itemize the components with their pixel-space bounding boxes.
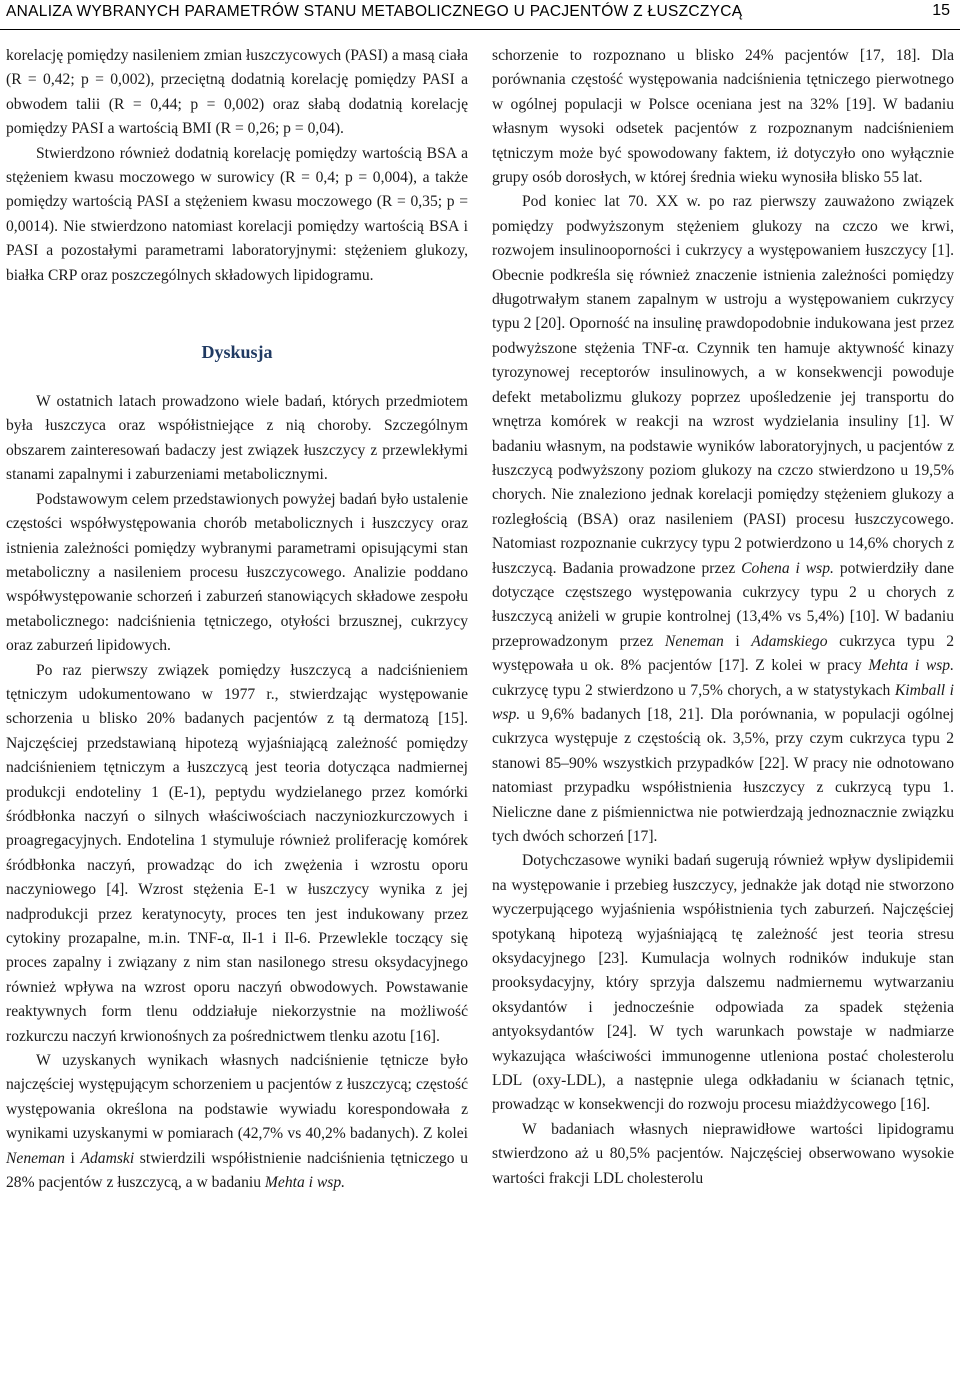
text-run: stwierdzili współistnienie nadciśnienia tętniczego u 28% pacjentów z łuszczycą, a w badaniu <box>6 1149 468 1192</box>
text-run: potwierdziły dane dotyczące częstszego występowania cukrzycy typu 2 u chorych z łuszczycą aniżeli w grupie kontrolnej (13,4% vs 5,4%) [10]. W badaniu przeprowadzonym przez <box>492 559 954 650</box>
left-column <box>6 44 468 1195</box>
paragraph-correlations-pasi: korelację pomiędzy nasileniem zmian łuszczycowych (PASI) a masą ciała (R = 0,42; p = 0,002), przeciętną dodatnią korelację pomiędzy PASI a obwodem talii (R = 0,44; p = 0,002) oraz słabą dodatnią korelację pomiędzy PASI a wartością BMI (R = 0,26; p = 0,04). <box>6 47 468 138</box>
paragraph-own-results-hypertension <box>6 1049 468 1195</box>
text-run: W uzyskanych wynikach własnych nadciśnienie tętnicze było najczęściej występującym schorzeniem u pacjentów z łuszczycą; częstość występowania określona na podstawie wywiadu korespondowała z wynikami uzyskanymi w pomiarach (42,7% vs 40,2% badanych). Z kolei <box>6 1052 468 1143</box>
text-run: u 9,6% badanych [18, 21]. Dla porównania, w populacji ogólnej cukrzyca występuje z częstością ok. 3,5%, przy czym cukrzyca typu 2 stanowi 85–90% wszystkich przypadków [22]. W pracy nie odnotowano natomiast przypadku współistnienia łuszczycy z cukrzycą typu 1. Nieliczne dane z piśmiennictwa nie potwierdzają jednoznacznie związku tych dwóch schorzeń [17]. <box>492 705 954 845</box>
text-run: i <box>723 632 752 650</box>
citation-author: Neneman <box>664 632 724 650</box>
paragraph-discussion-intro: W ostatnich latach prowadzono wiele badań, których przedmiotem była łuszczyca oraz współistniejące z nią choroby. Szczególnym obszarem zainteresowań badaczy jest związek łuszczycy z przewlekłymi stanami zapalnymi i zaburzeniami metabolicznymi. <box>6 393 468 484</box>
paragraph-dyslipidemia: Dotychczasowe wyniki badań sugerują również wpływ dyslipidemii na występowanie i przebieg łuszczycy, jednakże jak dotąd nie stworzono wyczerpującego wyjaśnienia współistnienia tych zaburzeń. Najczęściej spotykaną hipotezą wyjaśniającą tę zależność jest teoria stresu oksydacyjnego [23]. Kumulacja wolnych rodników indukuje stan prooksydacyjny, który sprzyja dalszemu nadmiernemu wytwarzaniu oksydantów i jednocześnie odpowiada za spadek stężenia antyoksydantów [24]. W tych warunkach powstaje w nadmiarze wykazująca właściwości immunogenne utleniona postać cholesterolu LDL (oxy-LDL), a następnie ulega odkładaniu w ścianach tętnic, prowadząc w konsekwencji do rozwoju procesu miażdżycowego [16]. <box>492 852 954 1114</box>
running-header <box>0 0 960 30</box>
section-heading-discussion: Dyskusja <box>201 342 273 363</box>
paragraph-correlations-bsa: Stwierdzono również dodatnią korelację pomiędzy wartością BSA a stężeniem kwasu moczowego w surowicy (R = 0,4; p = 0,004), a także pomiędzy wartością PASI a stężeniem kwasu moczowego (R = 0,35; p = 0,0014). Nie stwierdzono natomiast korelacji pomiędzy wartością BSA i PASI a pozostałymi parametrami laboratoryjnymi: stężeniem glukozy, białka CRP oraz poszczególnych składowych lipidogramu. <box>6 144 468 284</box>
paragraph-hypertension: Po raz pierwszy związek pomiędzy łuszczycą a nadciśnieniem tętniczym udokumentowano w 1977 r., stwierdzając występowanie schorzenia u blisko 20% badanych pacjentów z tą dermatozą [15]. Najczęściej przedstawianą hipotezą wyjaśniającą zależność pomiędzy nadciśnieniem tętniczym a łuszczycą jest teoria dotycząca nadmiernej produkcji endoteliny 1 (E-1), peptydu wydzielanego przez komórki śródbłonka naczyń o silnych właściwościach naczyniozkurczowych i proagregacyjnych. Endotelina 1 stymuluje również proliferację komórek śródbłonka naczyń, prowadząc do ich zwężenia i wzrostu oporu naczyniowego [4]. Wzrost stężenia E-1 w łuszczycy wynika z jej nadprodukcji przez keratynocyty, proces ten jest indukowany przez cytokiny prozapalne, m.in. TNF-α, Il-1 i Il-6. Przewlekle toczący się proces zapalny i związany z nim stan nasilonego stresu oksydacyjnego również wpływa na wzrost oporu naczyń obwodowych. Powstawanie reaktywnych form tlenu oddziałuje niekorzystnie na możliwość rozkurczu naczyń krwionośnych za pośrednictwem tlenku azotu [16]. <box>6 661 468 1045</box>
citation-author: Mehta i wsp. <box>264 1174 346 1192</box>
paragraph-diabetes <box>492 190 954 849</box>
page-number: 15 <box>932 2 950 19</box>
citation-author: Kimball i wsp. <box>492 681 954 723</box>
citation-author: Mehta i wsp. <box>868 657 954 675</box>
citation-author: Neneman <box>6 1149 65 1167</box>
paragraph-study-aim: Podstawowym celem przedstawionych powyżej badań było ustalenie częstości współwystępowania chorób metabolicznych i łuszczycy oraz istnienia zależności pomiędzy wybranymi parametrami opisującymi stan metaboliczny a nasileniem procesu łuszczycowego. Analizie poddano współwystępowanie schorzeń i zaburzeń stanowiących składowe zespołu metabolicznego: nadciśnienia tętniczego, otyłości brzusznej, cukrzycy oraz zaburzeń lipidowych. <box>6 490 468 655</box>
citation-author: Adamski <box>80 1149 135 1167</box>
text-run: cukrzyca typu 2 występowała u ok. 8% pacjentów [17]. Z kolei w pracy <box>492 632 954 675</box>
citation-author: Adamskiego <box>751 632 828 650</box>
citation-author: Cohena i wsp. <box>741 559 834 577</box>
paragraph-own-results-lipids: W badaniach własnych nieprawidłowe wartości lipidogramu stwierdzono aż u 80,5% pacjentów. Najczęściej obserwowano wysokie wartości frakcji LDL cholesterolu <box>492 1120 954 1187</box>
text-run: i <box>64 1149 81 1167</box>
text-run: Pod koniec lat 70. XX w. po raz pierwszy zauważono związek pomiędzy podwyższonym stężeniem glukozy na czczo we krwi, rozwojem insulinooporności i cukrzycy a występowaniem łuszczycy [1]. Obecnie podkreśla się również znaczenie istnienia zależności pomiędzy długotrwałym stanem zapalnym w ustroju a występowaniem cukrzycy typu 2 [20]. Oporność na insulinę prawdopodobnie indukowana jest przez podwyższone stężenia TNF-α. Czynnik ten hamuje aktywność kinazy tyrozynowej receptorów insulinowych, a w konsekwencji powoduje defekt metabolizmu glukozy poprzez upośledzenie jej transportu do wnętrza komórek w reakcji na wzrost wydzielania insuliny [1]. W badaniu własnym, na podstawie wyników laboratoryjnych, u pacjentów z łuszczycą podwyższony poziom glukozy na czczo stwierdzono u 19,5% chorych. Nie znaleziono jednak korelacji pomiędzy stężeniem glukozy a rozległością (BSA) oraz nasileniem (PASI) procesu łuszczycowego. Natomiast rozpoznanie cukrzycy typu 2 potwierdzono u 14,6% chorych z łuszczycą. Badania prowadzone przez <box>492 193 954 577</box>
right-column <box>492 44 954 1191</box>
paragraph-hypertension-comparison: schorzenie to rozpoznano u blisko 24% pacjentów [17, 18]. Dla porównania częstość występowania nadciśnienia tętniczego pierwotnego w ogólnej populacji w Polsce oceniana jest na 32% [19]. W badaniu własnym wysoki odsetek pacjentów z rozpoznanym nadciśnieniem tętniczym może być spowodowany faktem, iż dotyczyło ono wyłącznie grupy osób dorosłych, w której średnia wieku wynosiła blisko 55 lat. <box>492 47 954 187</box>
running-title: ANALIZA WYBRANYCH PARAMETRÓW STANU METABOLICZNEGO U PACJENTÓW Z ŁUSZCZYCĄ <box>6 3 743 20</box>
text-run: cukrzycę typu 2 stwierdzono u 7,5% chorych, a w statystykach <box>492 681 895 699</box>
